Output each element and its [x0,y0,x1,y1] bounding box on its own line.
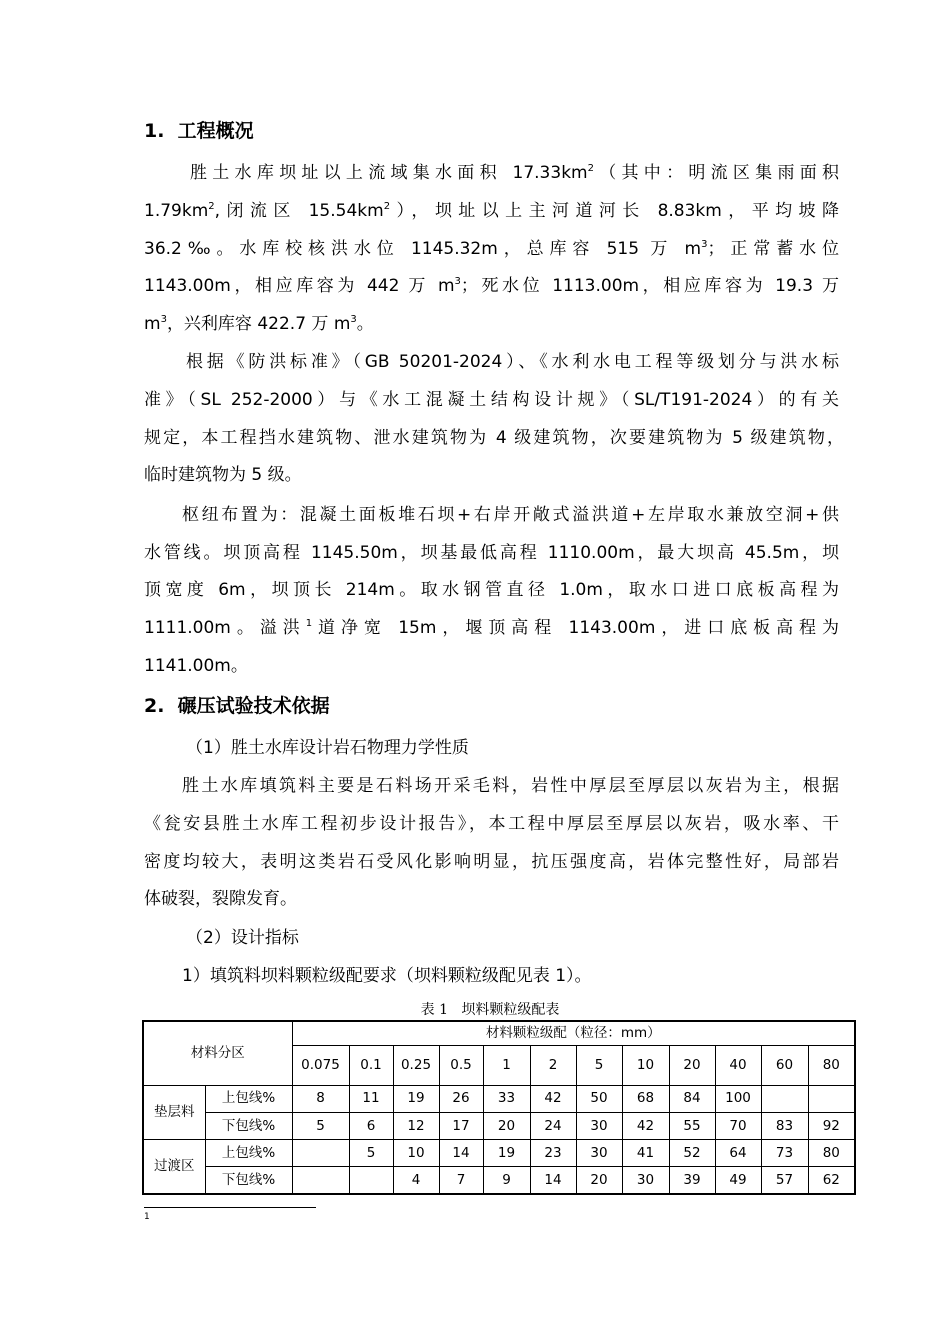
standards-line-2: 准》（SL 252-2000）与《水工混凝土结构设计规》（SL/T191-2024）的有关 [144,390,839,410]
size-header-cell: 5 [576,1045,622,1085]
table-cell: 4 [393,1167,439,1194]
table-cell: 20 [576,1167,622,1194]
section-1-heading: 1. 工程概况 [144,120,254,142]
size-header-cell: 0.075 [292,1045,349,1085]
table-cell: 7 [439,1167,483,1194]
header-material-zone: 材料分区 [143,1021,292,1085]
table-cell: 30 [622,1167,669,1194]
table-cell: 30 [576,1140,622,1167]
size-header-cell: 60 [761,1045,808,1085]
materials-line-2: 《瓮安县胜土水库工程初步设计报告》，本工程中厚层至厚层以灰岩，吸水率、干 [144,814,839,834]
size-header-cell: 0.5 [439,1045,483,1085]
overview-line-1: 胜土水库坝址以上流域集水面积 $17.33km^2$（其中：明流区集雨面积 [190,163,840,183]
table-cell [808,1085,855,1112]
table-cell: 14 [530,1167,576,1194]
table-cell: 30 [576,1113,622,1140]
table-row [143,1140,855,1167]
size-header-cell: 40 [715,1045,761,1085]
size-header-cell: 80 [808,1045,855,1085]
table-cell: 5 [292,1113,349,1140]
table-cell: 41 [622,1140,669,1167]
row-label-lower: 下包线% [205,1113,292,1140]
table-cell: 55 [669,1113,715,1140]
size-header-cell: 10 [622,1045,669,1085]
size-header-cell: 1 [483,1045,530,1085]
table-cell: 39 [669,1167,715,1194]
table-cell: 50 [576,1085,622,1112]
footnote-ref: 1 [305,618,313,629]
table-cell: 23 [530,1140,576,1167]
table-cell: 26 [439,1085,483,1112]
standards-line-3: 规定，本工程挡水建筑物、泄水建筑物为 4 级建筑物，次要建筑物为 5 级建筑物， [144,428,844,448]
table-cell: 57 [761,1167,808,1194]
footnote-number: 1 [144,1212,150,1222]
row-label-lower: 下包线% [205,1167,292,1194]
table-cell: 62 [808,1167,855,1194]
zone-transition: 过渡区 [143,1140,205,1194]
table-cell [761,1085,808,1112]
header-gradation: 材料颗粒级配（粒径：mm） [292,1021,855,1045]
materials-line-1: 胜土水库填筑料主要是石料场开采毛料，岩性中厚层至厚层以灰岩为主，根据 [182,776,839,796]
table-cell: 80 [808,1140,855,1167]
standards-line-4: 临时建筑物为 5 级。 [144,465,302,485]
materials-line-4: 体破裂，裂隙发育。 [144,889,297,909]
table-cell [349,1167,393,1194]
table-caption: 表 1 坝料颗粒级配表 [420,1002,560,1018]
size-header-cell: 0.1 [349,1045,393,1085]
table-cell: 10 [393,1140,439,1167]
table-row [143,1085,855,1112]
table-cell [292,1167,349,1194]
table-cell [292,1140,349,1167]
table-cell: 9 [483,1167,530,1194]
table-cell: 24 [530,1113,576,1140]
table-cell: 73 [761,1140,808,1167]
table-cell: 11 [349,1085,393,1112]
table-cell: 83 [761,1113,808,1140]
table-cell: 17 [439,1113,483,1140]
layout-line-1: 枢纽布置为：混凝土面板堆石坝+右岸开敞式溢洪道+左岸取水兼放空洞+供 [182,505,839,525]
gradation-table [142,1020,856,1195]
table-cell: 49 [715,1167,761,1194]
row-label-upper: 上包线% [205,1140,292,1167]
materials-line-3: 密度均较大，表明这类岩石受风化影响明显，抗压强度高，岩体完整性好，局部岩 [144,852,839,872]
table-cell: 20 [483,1113,530,1140]
overview-line-4: 1143.00m，相应库容为 442 万 $m^3$；死水位 1113.00m，相应库容为 19.3 万 [144,276,839,296]
overview-line-2: $1.79km^2$,闭流区 $15.54km^2$），坝址以上主河道河长 8.83km，平均坡降 [144,201,839,221]
table-cell: 92 [808,1113,855,1140]
table-cell: 12 [393,1113,439,1140]
table-row [143,1167,855,1194]
layout-line-5: 1141.00m。 [144,656,248,676]
item-gradation-requirement: 1）填筑料坝料颗粒级配要求（坝料颗粒级配见表 1）。 [182,966,592,986]
size-header-cell: 2 [530,1045,576,1085]
overview-line-5: $m^3$，兴利库容 422.7 万 $m^3$。 [144,314,374,334]
table-cell: 42 [530,1085,576,1112]
size-header-cell: 0.25 [393,1045,439,1085]
table-cell: 8 [292,1085,349,1112]
layout-line-3: 顶宽度 6m，坝顶长 214m。取水钢管直径 1.0m，取水口进口底板高程为 [144,580,839,600]
layout-line-2: 水管线。坝顶高程 1145.50m，坝基最低高程 1110.00m，最大坝高 45.5m，坝 [144,543,839,563]
table-cell: 68 [622,1085,669,1112]
table-cell: 84 [669,1085,715,1112]
overview-line-3: 36.2‰。水库校核洪水位 1145.32m，总库容 515 万 $m^3$；正常蓄水位 [144,239,839,259]
table-cell: 6 [349,1113,393,1140]
size-header-cell: 20 [669,1045,715,1085]
layout-line-4: 1111.00m。溢洪$^1$道净宽 15m，堰顶高程 1143.00m，进口底板高程为 [144,618,840,638]
table-cell: 42 [622,1113,669,1140]
subheading-design-indexes: （2）设计指标 [186,928,299,948]
table-cell: 64 [715,1140,761,1167]
table-row [143,1113,855,1140]
table-cell: 52 [669,1140,715,1167]
subheading-rock-properties: （1）胜土水库设计岩石物理力学性质 [186,738,469,758]
table-cell: 14 [439,1140,483,1167]
table-cell: 5 [349,1140,393,1167]
table-cell: 19 [483,1140,530,1167]
standards-line-1: 根据《防洪标准》（GB 50201-2024）、《水利水电工程等级划分与洪水标 [186,352,839,372]
footnote-separator [144,1207,316,1208]
table-cell: 19 [393,1085,439,1112]
table-cell: 70 [715,1113,761,1140]
section-2-heading: 2. 碾压试验技术依据 [144,695,330,717]
row-label-upper: 上包线% [205,1085,292,1112]
zone-cushion: 垫层料 [143,1085,205,1139]
table-cell: 100 [715,1085,761,1112]
table-cell: 33 [483,1085,530,1112]
